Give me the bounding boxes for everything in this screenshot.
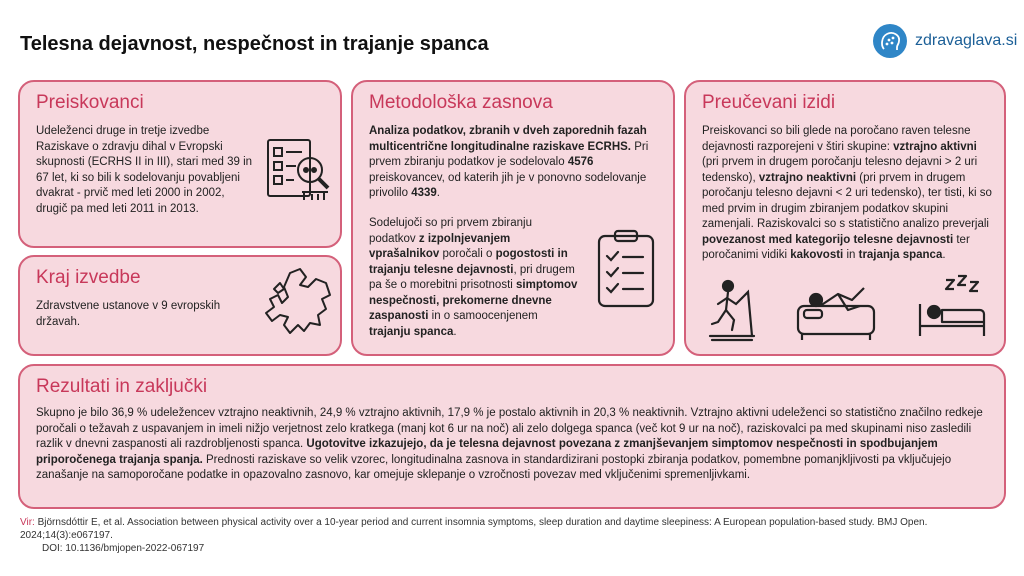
text: (pri prvem in drugem poročanju telesno dejavni < 2 uri tedensko), ter tisti, ki so med prvim in drugim zbiranjem podatkov skupini zamenjali. Raziskovalci so s statistično analizo preverjali	[702, 171, 992, 230]
text: Skupno je bilo 36,9 % udeležencev vztrajno neaktivnih, 24,9 % vztrajno aktivnih, 17,9 % je postalo aktivnih in 20,3 % neaktivnih. Vztrajno aktivni udeleženci so statistično značilno redkeje poročali o težavah z uspavanjem in imeli nižjo verjetnost zelo kratkega (manj kot 6 ur na noč) ali zelo dolgega spanca (več kot 9 ur na noč), raziskovalci pa med skupinami niso zasledili razlik v dnevni zaspanosti ali razdrobljenosti spanca.	[36, 407, 983, 450]
source-doi[interactable]: DOI: 10.1136/bmjopen-2022-067197	[42, 543, 205, 554]
text: in o samoocenjenem	[428, 310, 538, 322]
europe-map-icon	[260, 265, 336, 352]
restless-sleeper-icon	[794, 282, 880, 347]
treadmill-runner-icon	[708, 278, 758, 347]
text: ter poročanimi vidiki	[702, 233, 970, 261]
card-rezultati	[18, 364, 1006, 509]
text-bold: simptomov nespečnosti, prekomerne dnevne zaspanosti	[369, 279, 578, 322]
sleeping-zzz-icon	[916, 274, 988, 347]
card-text	[702, 124, 992, 264]
source-label: Vir:	[20, 517, 35, 528]
card-heading: Kraj izvedbe	[36, 267, 141, 288]
text-bold: povezanost med kategorijo telesne dejavnosti	[702, 233, 954, 246]
text: (pri prvem in drugem poročanju telesno dejavni > 2 uri tedensko),	[702, 156, 978, 184]
clipboard-checklist-icon	[593, 228, 659, 315]
text-bold: kakovosti	[790, 249, 844, 261]
card-preiskovanci	[18, 80, 342, 248]
text-bold: vztrajno aktivni	[893, 140, 977, 153]
logo[interactable]	[873, 24, 1017, 58]
text-bold: z izpolnjevanjem vprašalnikov	[369, 232, 511, 260]
text-bold: Analiza podatkov, zbranih v dveh zaporednih fazah multicentrične longitudinalne raziskave ECRHS.	[369, 125, 647, 153]
card-heading: Rezultati in zaključki	[36, 376, 208, 397]
card-text-paragraph-2	[369, 216, 581, 340]
card-text-paragraph-1	[369, 124, 661, 202]
text-bold: Ugotovitve izkazujejo, da je telesna dejavnost povezana z zmanjševanjem simptomov nespečnosti in spodbujanjem priporočenega trajanja spanja.	[36, 438, 938, 466]
text-bold: trajanju spanca	[369, 325, 454, 338]
card-heading: Preučevani izidi	[702, 92, 836, 113]
text-bold: vztrajno neaktivni	[758, 171, 857, 184]
page-title: Telesna dejavnost, nespečnost in trajanje spanca	[20, 33, 489, 55]
head-logo-icon	[873, 24, 907, 58]
logo-text: zdravaglava.si	[915, 32, 1018, 49]
text: .	[453, 325, 457, 338]
text-bold: 4576	[567, 156, 594, 168]
card-izidi	[684, 80, 1006, 356]
text: poročali o	[439, 248, 496, 260]
text: , pri drugem pa še o morebitni prisotnosti	[369, 263, 575, 291]
source-reference: Björnsdóttir E, et al. Association between physical activity over a 10-year period and current insomnia symptoms, sleep duration and daytime sleepiness: A European population-based study. BMJ Open. 2024;14(3):e067197.	[20, 517, 928, 541]
text-bold: 4339	[411, 187, 437, 199]
text-bold: pogostosti in trajanju telesne dejavnosti	[369, 248, 568, 276]
text: Sodelujoči so pri prvem zbiranju podatkov	[369, 217, 532, 245]
text: Prednosti raziskave so velik vzorec, longitudinalna zasnova in standardizirani postopki zbiranja podatkov, pomembne pomanjkljivosti pa vključujejo zanašanje na samoporočane podatke in opazovalno zasnovo, kar omejuje sklepanje o vzročnosti povezav med vključenimi spremenljivkami.	[36, 453, 952, 481]
text: preiskovancev, od katerih jih je v ponovno sodelovanje privolilo	[369, 171, 647, 199]
card-text: Udeleženci druge in tretje izvedbe Raziskave o zdravju dihal v Evropski skupnosti (ECRHS II in III), stari med 39 in 67 let, ki so bili k sodelovanju povabljeni dvakrat - prvič med leti 2000 in 2002, drugič pa med leti 2011 in 2013.	[36, 125, 253, 215]
card-kraj	[18, 255, 342, 356]
text: Preiskovanci so bili glede na poročano raven telesne dejavnosti razporejeni v štiri skupine:	[702, 125, 971, 153]
text: in	[843, 249, 859, 261]
card-metodologija	[351, 80, 675, 356]
card-text: Zdravstvene ustanove v 9 evropskih državah.	[36, 300, 221, 328]
text: .	[942, 249, 946, 261]
checklist-magnifier-icon	[264, 132, 334, 209]
text: .	[436, 187, 440, 199]
text: Pri prvem zbiranju podatkov je sodelovalo	[369, 140, 649, 168]
card-heading: Metodološka zasnova	[369, 92, 553, 113]
text-bold: trajanja spanca	[858, 249, 943, 261]
source-citation	[20, 516, 1000, 555]
card-heading: Preiskovanci	[36, 92, 144, 113]
card-text	[36, 406, 994, 484]
